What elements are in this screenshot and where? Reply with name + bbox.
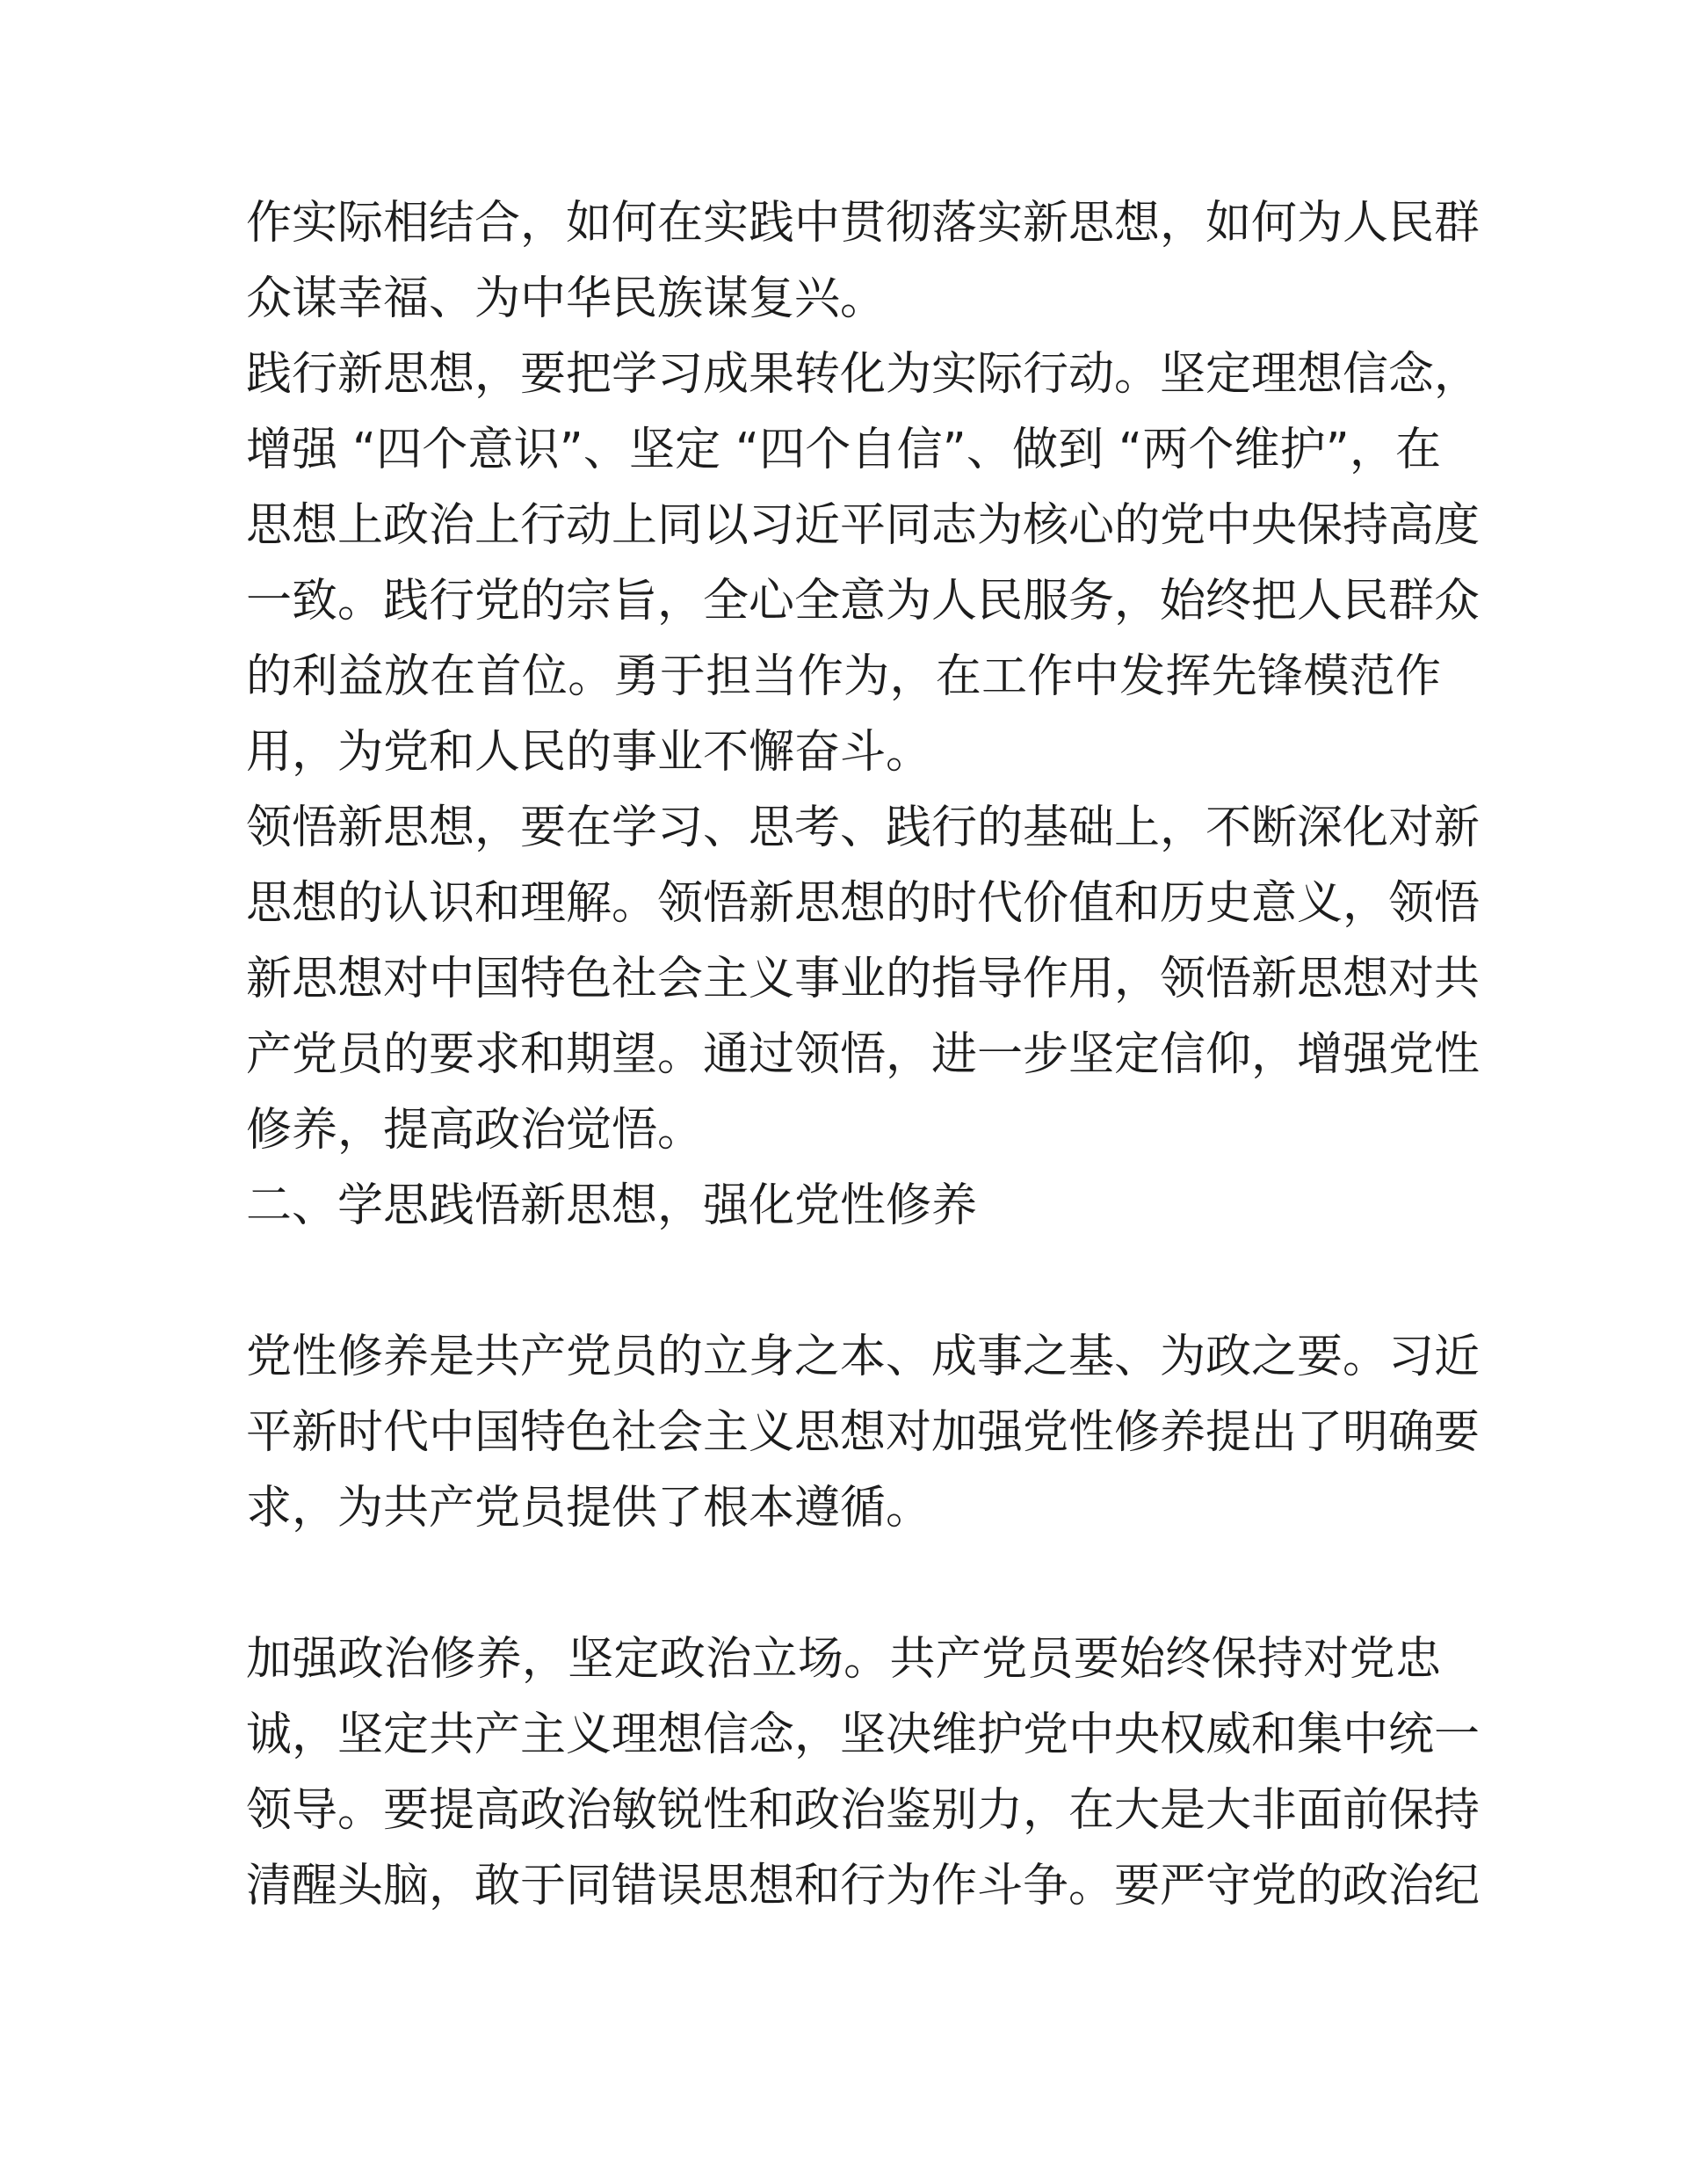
text-line: 的利益放在首位。勇于担当作为，在工作中发挥先锋模范作 [246,650,1441,703]
text-line: 产党员的要求和期望。通过领悟，进一步坚定信仰，增强党性 [246,1028,1481,1081]
text-line: 党性修养是共产党员的立身之本、成事之基、为政之要。习近 [246,1331,1481,1383]
text-line: 用，为党和人民的事业不懈奋斗。 [246,726,932,779]
text-line: 众谋幸福、为中华民族谋复兴。 [246,272,887,325]
text-line: 平新时代中国特色社会主义思想对加强党性修养提出了明确要 [246,1406,1481,1459]
heading-text: 二、学思践悟新思想，强化党性修养 [246,1179,978,1232]
text-line: 思想上政治上行动上同以习近平同志为核心的党中央保持高度 [246,499,1481,552]
text-line: 新思想对中国特色社会主义事业的指导作用，领悟新思想对共 [246,953,1481,1005]
text-line: 清醒头脑，敢于同错误思想和行为作斗争。要严守党的政治纪 [246,1860,1481,1912]
text-line: 求，为共产党员提供了根本遵循。 [246,1482,932,1535]
text-line: 领导。要提高政治敏锐性和政治鉴别力，在大是大非面前保持 [246,1784,1481,1837]
text-line: 加强政治修养，坚定政治立场。共产党员要始终保持对党忠 [246,1633,1441,1686]
text-line: 修养，提高政治觉悟。 [246,1104,704,1157]
text-line: 思想的认识和理解。领悟新思想的时代价值和历史意义，领悟 [246,877,1481,930]
text-line: 领悟新思想，要在学习、思考、践行的基础上，不断深化对新 [246,802,1481,854]
text-line: 践行新思想，要把学习成果转化为实际行动。坚定理想信念， [246,348,1481,401]
text-line: 诚，坚定共产主义理想信念，坚决维护党中央权威和集中统一 [246,1709,1481,1761]
text-line: 增强 “四个意识”、坚定 “四个自信”、做到 “两个维护”，在 [246,424,1441,476]
text-line: 作实际相结合，如何在实践中贯彻落实新思想，如何为人民群 [246,197,1481,250]
text-line: 一致。践行党的宗旨，全心全意为人民服务，始终把人民群众 [246,575,1481,628]
